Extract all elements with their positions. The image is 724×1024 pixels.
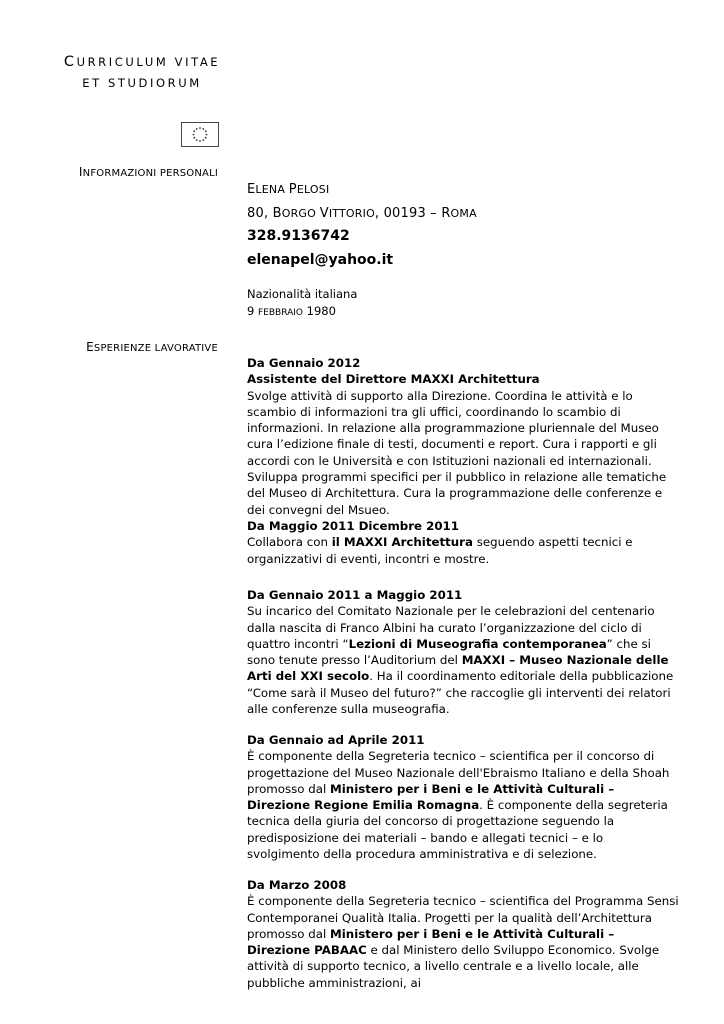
desc-text: . È componente della segreteria tecnica della giuria del concorso di progettazione seguendo la predisposizione dei materiali – bando e allegati tecnici – e lo svolgimento della procedura amministrativa e di selezione. bbox=[247, 798, 668, 862]
phone: 328.9136742 bbox=[247, 228, 350, 244]
address-b-rest: ORGO bbox=[281, 207, 317, 220]
experience-date: Da Gennaio 2012 bbox=[247, 356, 361, 370]
email: elenapel@yahoo.it bbox=[247, 252, 394, 268]
name-last-initial: P bbox=[288, 182, 297, 197]
name-last-rest: ELOSI bbox=[296, 183, 330, 196]
address-number: 80, bbox=[247, 206, 273, 221]
experience-description bbox=[247, 748, 679, 862]
dob-day: 9 bbox=[247, 304, 258, 318]
experience-date: Da Gennaio ad Aprile 2011 bbox=[247, 733, 425, 747]
person-name bbox=[247, 182, 687, 197]
experience-description bbox=[247, 893, 679, 991]
desc-bold: MAXXI – Museo Nazionale delle Arti del XXI secolo bbox=[247, 653, 669, 684]
experience-description: Svolge attività di supporto alla Direzione. Coordina le attività e lo scambio di informazioni tra gli uffici, coordinando lo scambio di informazioni. In relazione alla programmazione pluriennale del Museo cura l’edizione finale di testi, documenti e report. Cura i rapporti e gli accordi con le Università e con Istituzioni nazionali ed internazionali. Sviluppa programmi specifici per il pubblico in relazione alle tematiche del Museo di Architettura. Cura la programmazione delle conferenze e dei convegni del Msueo. bbox=[247, 388, 667, 517]
address-zip: , 00193 – bbox=[374, 206, 442, 221]
experience-date: Da Maggio 2011 Dicembre 2011 bbox=[247, 519, 459, 533]
desc-text: È componente della Segreteria tecnico – scientifica per il concorso di progettazione del Museo Nazionale dell'Ebraismo Italiano e della Shoah promosso dal bbox=[247, 749, 670, 796]
desc-bold: Ministero per i Beni e le Attività Culturali – Direzione PABAAC bbox=[247, 926, 615, 958]
dob-year: 1980 bbox=[302, 304, 336, 318]
experience-date: Da Marzo 2008 bbox=[247, 878, 347, 892]
title-line1: URRICULUM VITAE bbox=[76, 55, 221, 69]
desc-bold: Ministero per i Beni e le Attività Culturali – Direzione Regione Emilia Romagna bbox=[247, 781, 615, 813]
name-first-initial: E bbox=[247, 182, 256, 197]
desc-text: È componente della Segreteria tecnico – scientifica del Programma Sensi Contemporanei Qualità Italia. Progetti per la qualità dell’Architettura promosso dal bbox=[247, 894, 679, 941]
desc-text: Collabora con bbox=[247, 535, 332, 550]
name-first-rest: LENA bbox=[255, 183, 286, 196]
address-b-initial: B bbox=[272, 206, 282, 221]
title-line2: ET STUDIORUM bbox=[82, 76, 202, 90]
section-personal-initial: I bbox=[78, 165, 83, 179]
desc-text: e dal Ministero dello Sviluppo Economico. Svolge attività di supporto tecnico, a livello centrale e a livello locale, alle pubbliche amministrazioni, ai bbox=[247, 943, 660, 990]
experience-role: Assistente del Direttore MAXXI Architettura bbox=[247, 372, 540, 387]
experience-item bbox=[247, 355, 679, 518]
eu-flag-icon bbox=[181, 122, 219, 147]
desc-bold: Lezioni di Museografia contemporanea bbox=[348, 636, 607, 651]
cv-title bbox=[62, 52, 222, 94]
address-v-initial: V bbox=[319, 206, 329, 221]
address-v-rest: ITTORIO bbox=[328, 207, 375, 220]
address-city-initial: R bbox=[441, 206, 451, 221]
experience-description bbox=[247, 534, 679, 567]
desc-text: . Ha il coordinamento editoriale della pubblicazione “Come sarà il Museo del futuro?” che raccoglie gli interventi dei relatori alle conferenze sulla museografia. bbox=[247, 669, 674, 717]
section-personal-text: NFORMAZIONI PERSONALI bbox=[82, 168, 218, 179]
section-experience-text: SPERIENZE LAVORATIVE bbox=[93, 343, 218, 354]
desc-text: seguendo aspetti tecnici e organizzativi di eventi, incontri e mostre. bbox=[247, 535, 633, 566]
experience-item bbox=[247, 518, 679, 567]
desc-text: ” che si sono tenute presso l’Auditorium del bbox=[247, 636, 651, 668]
date-of-birth bbox=[247, 303, 687, 322]
experience-item bbox=[247, 732, 679, 862]
experience-item bbox=[247, 587, 679, 717]
experience-description bbox=[247, 603, 679, 717]
section-personal-info bbox=[0, 165, 218, 179]
experience-date: Da Gennaio 2011 a Maggio 2011 bbox=[247, 588, 463, 602]
section-experience bbox=[0, 340, 218, 354]
address bbox=[247, 206, 687, 221]
address-city-rest: OMA bbox=[450, 207, 477, 220]
desc-text: Su incarico del Comitato Nazionale per le celebrazioni del centenario dalla nascita di Franco Albini ha curato l’organizzazione del ciclo di quattro incontri “ bbox=[247, 604, 655, 651]
dob-month: FEBBRAIO bbox=[257, 308, 303, 318]
section-experience-initial: E bbox=[86, 340, 94, 354]
title-initial: C bbox=[63, 54, 77, 70]
desc-bold: il MAXXI Architettura bbox=[331, 535, 473, 550]
nationality: Nazionalità italiana bbox=[247, 287, 358, 301]
experience-item bbox=[247, 877, 679, 991]
